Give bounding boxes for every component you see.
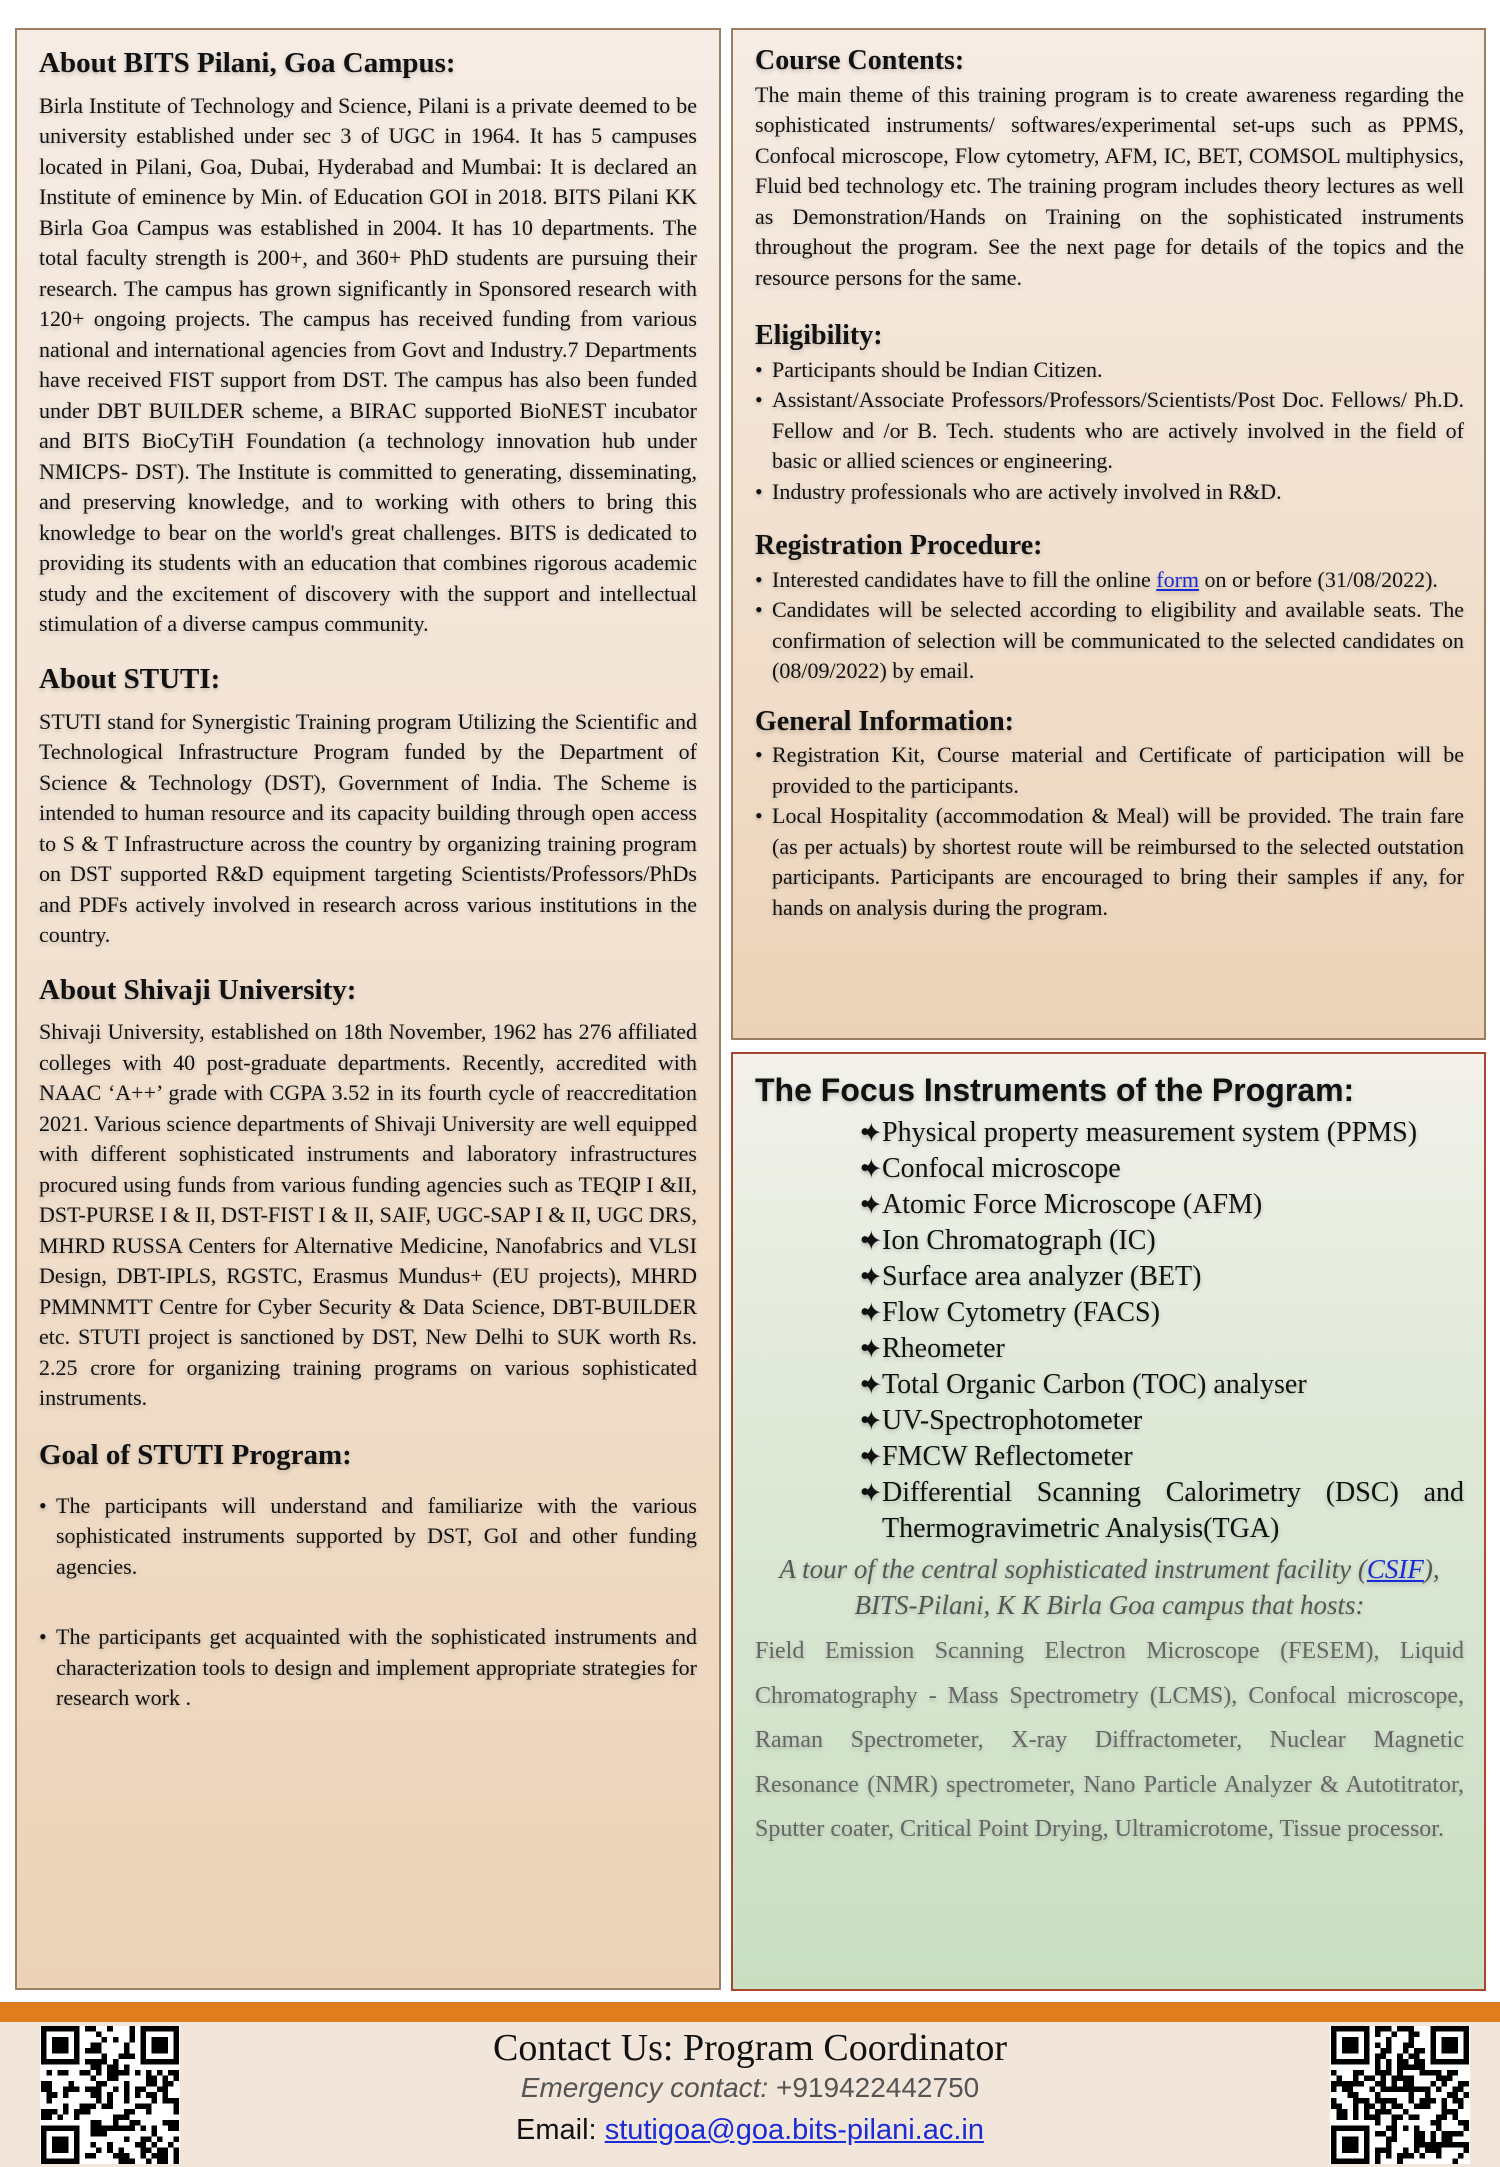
instrument-item	[860, 1439, 1464, 1475]
contact-heading: Contact Us: Program Coordinator	[493, 2027, 1007, 2069]
instrument-name: Ion Chromatograph (IC)	[882, 1225, 1156, 1256]
goal-item: • The participants get acquainted with the sophisticated instruments and characterization tools to design and implement appropriate strategies for research work .	[39, 1622, 697, 1714]
about-bits-text: Birla Institute of Technology and Science, Pilani is a private deemed to be university established under sec 3 of UGC in 1964. It has 5 campuses located in Pilani, Goa, Dubai, Hyderabad and Mumbai: It is declared an Institute of eminence by Min. of Education GOI in 2018. BITS Pilani KK Birla Goa Campus was established in 2004. It has 10 departments. The total faculty strength is 200+, and 360+ PhD students are pursuing their research. The campus has grown significantly in Sponsored research with 120+ ongoing projects. The campus has received funding from various national and international agencies from Govt and Industry.7 Departments have received FIST support from DST. The campus has also been funded under DBT BUILDER scheme, a BIRAC supported BioNEST incubator and BITS BioCyTiH Foundation (a technology innovation hub under NMICPS- DST). The Institute is committed to generating, disseminating, and preserving knowledge, and to working with others to bring this knowledge to bear on the world's great challenges. BITS is dedicated to providing its students with an education that combines rigorous academic study and the excitement of discovery with the support and intellectual stimulation of a diverse campus community.	[39, 92, 697, 637]
instrument-name: FMCW Reflectometer	[882, 1441, 1133, 1472]
instrument-item	[860, 1223, 1464, 1259]
instrument-item	[860, 1367, 1464, 1403]
eligibility-list	[755, 355, 1464, 508]
about-bits-heading: About BITS Pilani, Goa Campus:	[39, 47, 456, 79]
emergency-label: Emergency contact:	[520, 2072, 769, 2103]
goal-item: • The participants will understand and familiarize with the various sophisticated instruments supported by DST, GoI and other funding agencies.	[39, 1491, 697, 1583]
focus-instruments-heading: The Focus Instruments of the Program:	[755, 1072, 1355, 1108]
tour-text-start: A tour of the central sophisticated instrument facility (	[779, 1554, 1367, 1584]
general-info-list	[755, 740, 1464, 923]
course-contents-heading: Course Contents:	[755, 45, 965, 76]
goal-list	[39, 1491, 697, 1714]
eligibility-item: • Participants should be Indian Citizen.	[755, 355, 1464, 386]
emergency-contact	[0, 2070, 1500, 2106]
four-pointed-star-icon: • ✦	[860, 1298, 883, 1328]
contact-footer	[0, 2002, 1500, 2167]
about-stuti-text: STUTI stand for Synergistic Training program Utilizing the Scientific and Technological Infrastructure Program funded by the Department of Science & Technology (DST), Government of India. The Scheme is intended to human resource and its capacity building through open access to S & T Infrastructure across the country by organizing training program on DST supported R&D equipment targeting Scientists/Professors/PhDs and PDFs actively involved in research across various institutions in the country.	[39, 708, 697, 948]
registration-list	[755, 565, 1464, 687]
instrument-name: Atomic Force Microscope (AFM)	[882, 1189, 1263, 1220]
left-info-panel	[15, 28, 721, 1990]
instrument-list	[860, 1115, 1464, 1547]
instrument-name: Rheometer	[882, 1333, 1005, 1364]
four-pointed-star-icon: • ✦	[860, 1226, 883, 1256]
registration-form-link[interactable]: form	[1156, 566, 1200, 592]
instrument-name: Confocal microscope	[882, 1153, 1121, 1184]
focus-instruments-panel	[731, 1052, 1486, 1991]
instrument-item	[860, 1331, 1464, 1367]
four-pointed-star-icon: • ✦	[860, 1334, 883, 1364]
four-pointed-star-icon: • ✦	[860, 1190, 883, 1220]
instrument-item	[860, 1151, 1464, 1187]
goal-heading: Goal of STUTI Program:	[39, 1438, 352, 1471]
registration-item: • Candidates will be selected according to eligibility and available seats. The confirmation of selection will be communicated to the selected candidates on (08/09/2022) by email.	[755, 595, 1464, 687]
instrument-name: Physical property measurement system (PPMS)	[882, 1117, 1418, 1148]
about-shivaji-text: Shivaji University, established on 18th November, 1962 has 276 affiliated colleges with 40 post-graduate departments. Recently, accredited with NAAC ‘A++’ grade with CGPA 3.52 in its fourth cycle of reaccreditation 2021. Various science departments of Shivaji University are well equipped with different sophisticated instruments and laboratory infrastructures procured using funds from various funding agencies such as TEQIP I &II, DST-PURSE I & II, DST-FIST I & II, SAIF, UGC-SAP I & II, UGC DRS, MHRD RUSSA Centers for Alternative Medicine, Nanofabrics and VLSI Design, DBT-IPLS, RGSTC, Erasmus Mundus+ (EU projects), MHRD PMMNMTT Centre for Cyber Security & Data Science, DBT-BUILDER etc. STUTI project is sanctioned by DST, New Delhi to SUK worth Rs. 2.25 crore for organizing training programs on various sophisticated instruments.	[39, 1019, 697, 1411]
general-info-item: • Local Hospitality (accommodation & Meal) will be provided. The train fare (as per actuals) by shortest route will be reimbursed to the selected outstation participants. Participants are encouraged to bring their samples if any, for hands on analysis during the program.	[755, 801, 1464, 923]
email-link[interactable]: stutigoa@goa.bits-pilani.ac.in	[604, 2114, 984, 2146]
registration-deadline: on or before (31/08/2022).	[1199, 566, 1438, 592]
instrument-item	[860, 1295, 1464, 1331]
email-label: Email:	[516, 2114, 605, 2146]
instrument-item	[860, 1259, 1464, 1295]
four-pointed-star-icon: • ✦	[860, 1154, 883, 1184]
instrument-name: Differential Scanning Calorimetry (DSC) and Thermogravimetric Analysis(TGA)	[882, 1477, 1464, 1544]
about-stuti-heading: About STUTI:	[39, 662, 221, 695]
about-shivaji-heading: About Shivaji University:	[39, 973, 357, 1006]
instrument-item	[860, 1187, 1464, 1223]
registration-heading: Registration Procedure:	[755, 530, 1043, 562]
four-pointed-star-icon: • ✦	[860, 1406, 883, 1436]
right-info-panel	[731, 28, 1486, 1040]
eligibility-heading: Eligibility:	[755, 320, 883, 352]
general-info-item: • Registration Kit, Course material and Certificate of participation will be provided to the participants.	[755, 740, 1464, 801]
instrument-name: Flow Cytometry (FACS)	[882, 1297, 1160, 1328]
instrument-item	[860, 1475, 1464, 1547]
instrument-name: UV-Spectrophotometer	[882, 1405, 1143, 1436]
tour-text-end: ), BITS-Pilani, K K Birla Goa campus that hosts:	[854, 1554, 1440, 1620]
footer-accent-bar	[0, 2002, 1500, 2022]
four-pointed-star-icon: • ✦	[860, 1262, 883, 1292]
instrument-item	[860, 1115, 1464, 1151]
four-pointed-star-icon: • ✦	[860, 1442, 883, 1472]
instrument-name: Surface area analyzer (BET)	[882, 1261, 1202, 1292]
course-contents-text: The main theme of this training program is to create awareness regarding the sophisticated instruments/ softwares/experimental set-ups such as PPMS, Confocal microscope, Flow cytometry, AFM, IC, BET, COMSOL multiphysics, Fluid bed technology etc. The training program includes theory lectures as well as Demonstration/Hands on Training on the sophisticated instruments throughout the program. See the next page for details of the topics and the resource persons for the same.	[755, 81, 1464, 290]
instrument-item	[860, 1403, 1464, 1439]
eligibility-item: • Industry professionals who are actively involved in R&D.	[755, 477, 1464, 508]
registration-text: Interested candidates have to fill the online	[772, 566, 1157, 592]
instrument-name: Total Organic Carbon (TOC) analyser	[882, 1369, 1307, 1400]
eligibility-item: • Assistant/Associate Professors/Professors/Scientists/Post Doc. Fellows/ Ph.D. Fellow and /or B. Tech. students who are actively involved in the field of basic or allied sciences or engineering.	[755, 385, 1464, 477]
csif-instruments-text: Field Emission Scanning Electron Microscope (FESEM), Liquid Chromatography - Mass Spectrometry (LCMS), Confocal microscope, Raman Spectrometer, X-ray Diffractometer, Nuclear Magnetic Resonance (NMR) spectrometer, Nano Particle Analyzer & Autotitrator, Sputter coater, Critical Point Drying, Ultramicrotome, Tissue processor.	[755, 1638, 1464, 1842]
registration-item	[755, 565, 1464, 596]
four-pointed-star-icon: • ✦	[860, 1478, 883, 1508]
email-contact	[0, 2112, 1500, 2148]
emergency-phone: +919422442750	[768, 2072, 980, 2103]
csif-tour-text	[755, 1551, 1464, 1623]
general-info-heading: General Information:	[755, 705, 1014, 737]
four-pointed-star-icon: • ✦	[860, 1118, 883, 1148]
four-pointed-star-icon: • ✦	[860, 1370, 883, 1400]
csif-link[interactable]: CSIF	[1366, 1554, 1424, 1584]
